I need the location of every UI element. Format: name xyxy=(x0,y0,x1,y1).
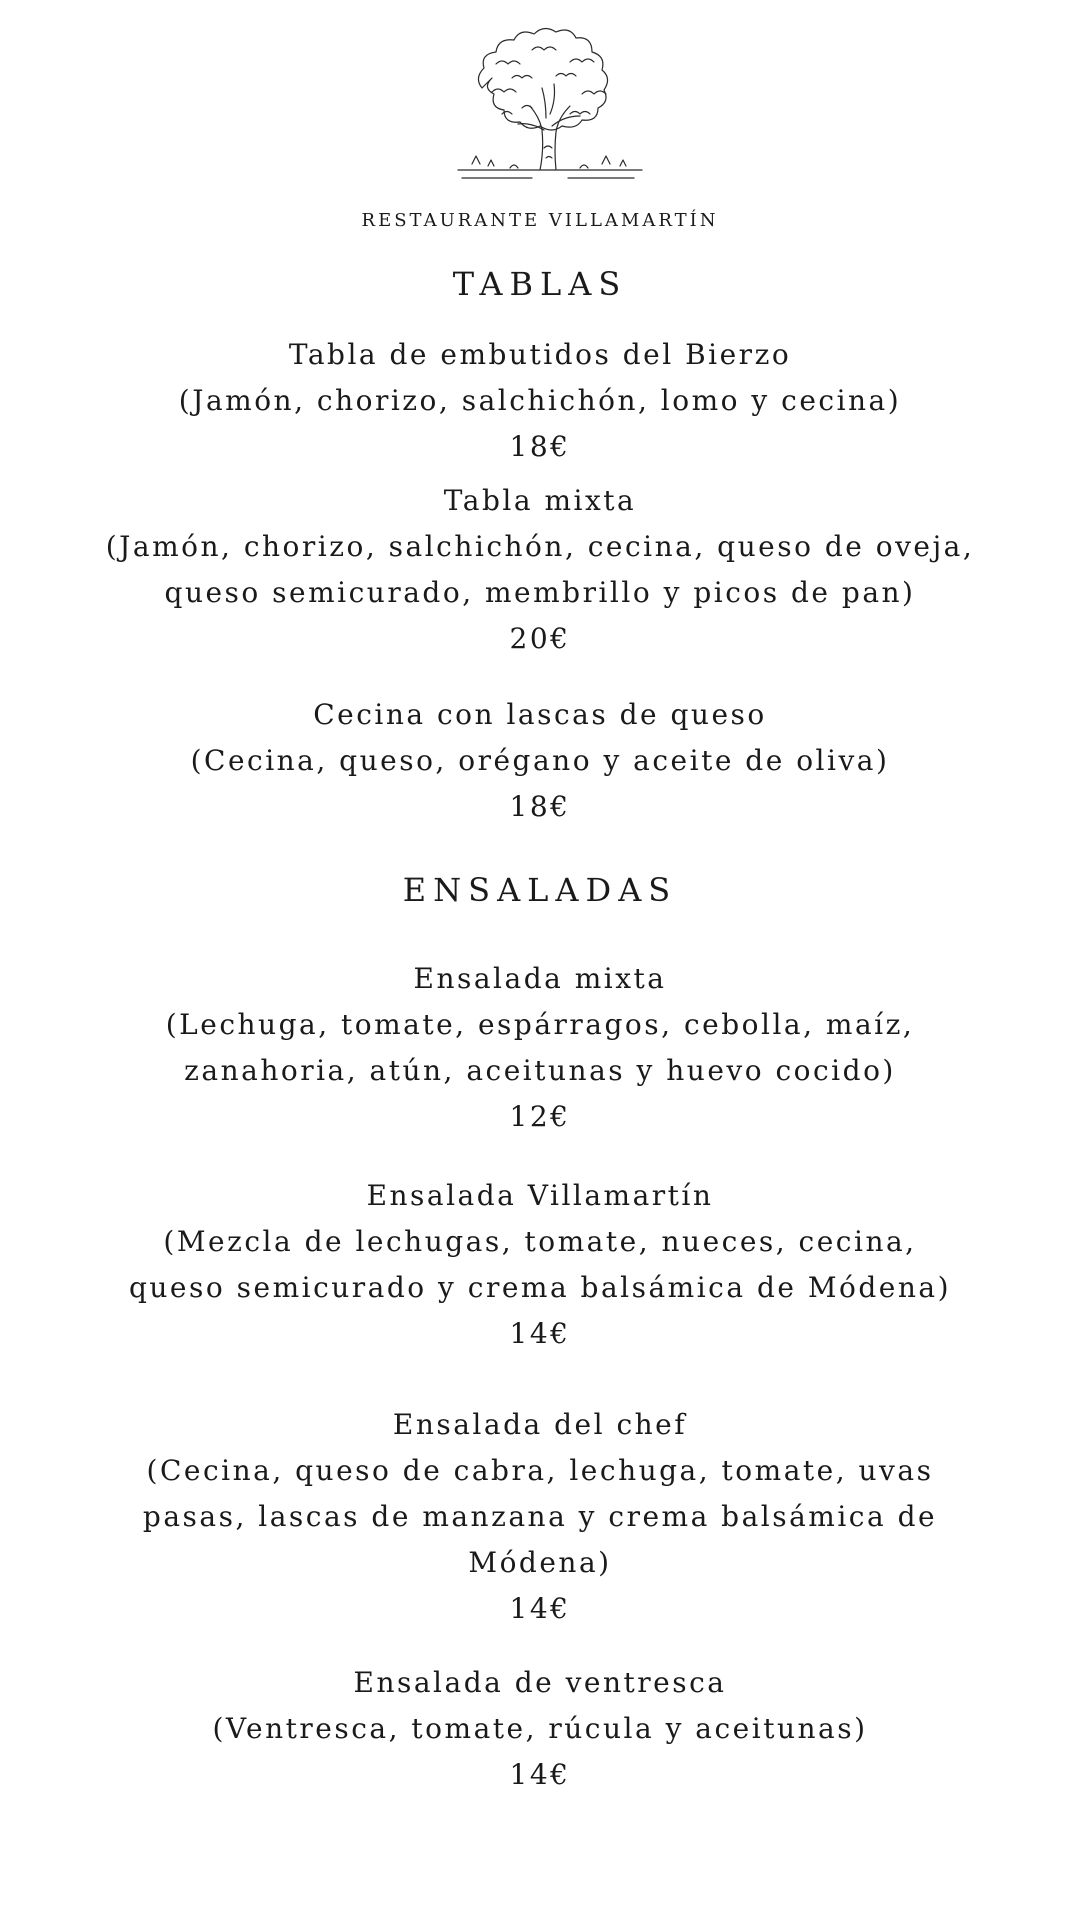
item-price: 12€ xyxy=(509,1100,571,1133)
section-title-tablas: TABLAS xyxy=(452,265,628,303)
menu-item xyxy=(0,478,1080,662)
item-description: (Mezcla de lechugas, tomate, nueces, cecina, xyxy=(163,1225,917,1258)
item-description: queso semicurado, membrillo y picos de pan) xyxy=(164,576,916,609)
item-description: Módena) xyxy=(468,1546,612,1579)
item-name: Ensalada del chef xyxy=(392,1408,688,1441)
item-price: 14€ xyxy=(509,1758,571,1791)
item-price: 14€ xyxy=(509,1317,571,1350)
item-description: (Cecina, queso, orégano y aceite de oliva) xyxy=(190,744,890,777)
item-description: (Jamón, chorizo, salchichón, lomo y cecina) xyxy=(178,384,902,417)
item-name: Tabla de embutidos del Bierzo xyxy=(288,338,792,371)
menu-item xyxy=(0,1173,1080,1357)
item-name: Ensalada mixta xyxy=(413,962,667,995)
item-description: (Cecina, queso de cabra, lechuga, tomate, uvas xyxy=(146,1454,934,1487)
item-description: (Jamón, chorizo, salchichón, cecina, queso de oveja, xyxy=(105,530,975,563)
menu-item xyxy=(0,692,1080,830)
section-title-ensaladas: ENSALADAS xyxy=(402,871,678,909)
item-description: (Ventresca, tomate, rúcula y aceitunas) xyxy=(212,1712,868,1745)
item-description: pasas, lascas de manzana y crema balsámica de xyxy=(142,1500,938,1533)
item-description: queso semicurado y crema balsámica de Módena) xyxy=(128,1271,952,1304)
menu-item xyxy=(0,1660,1080,1798)
item-name: Ensalada Villamartín xyxy=(366,1179,714,1212)
restaurant-name: RESTAURANTE VILLAMARTÍN xyxy=(361,210,719,231)
item-price: 14€ xyxy=(509,1592,571,1625)
item-name: Tabla mixta xyxy=(443,484,637,517)
item-price: 20€ xyxy=(509,622,571,655)
menu-item xyxy=(0,956,1080,1140)
item-name: Cecina con lascas de queso xyxy=(313,698,767,731)
item-price: 18€ xyxy=(509,790,571,823)
menu-item xyxy=(0,1402,1080,1632)
item-name: Ensalada de ventresca xyxy=(353,1666,727,1699)
tree-icon xyxy=(452,18,648,194)
item-description: zanahoria, atún, aceitunas y huevo cocido) xyxy=(184,1054,896,1087)
item-description: (Lechuga, tomate, espárragos, cebolla, maíz, xyxy=(165,1008,915,1041)
menu-item xyxy=(0,332,1080,470)
item-price: 18€ xyxy=(509,430,571,463)
